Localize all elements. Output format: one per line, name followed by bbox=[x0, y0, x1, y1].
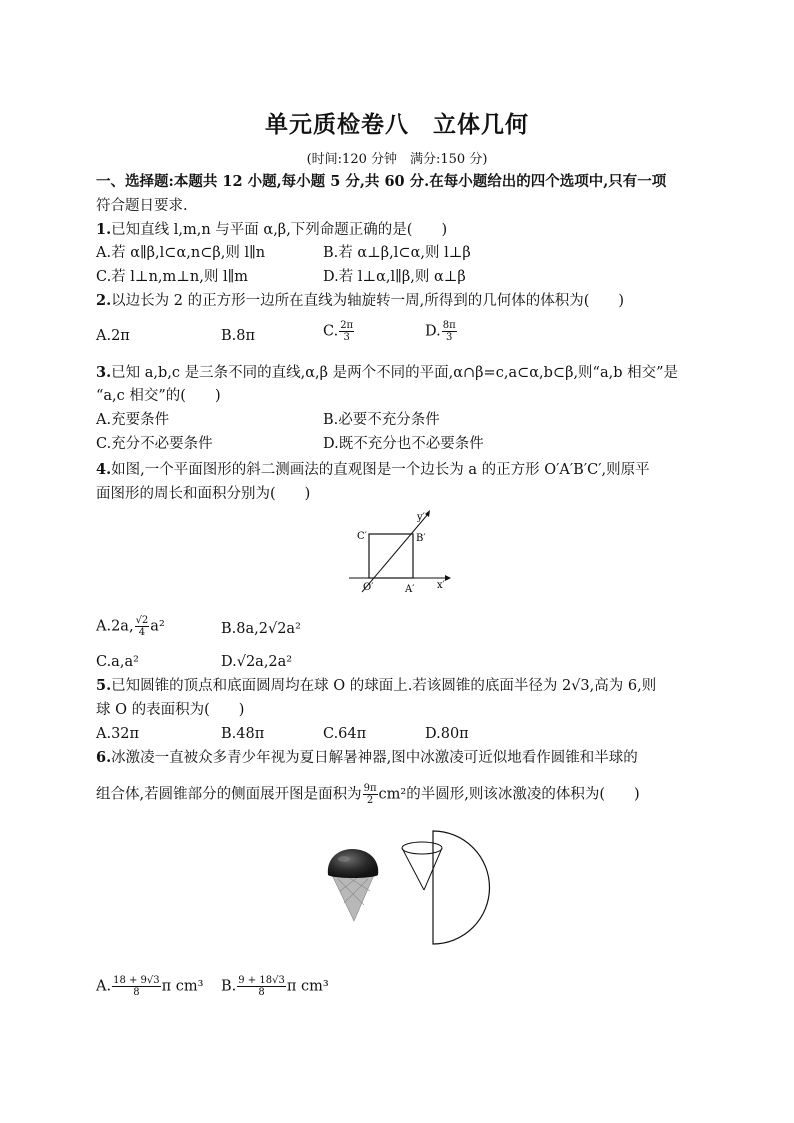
ice-cream-scoop bbox=[328, 849, 378, 878]
question-1-stem: 1.已知直线 l,m,n 与平面 α,β,下列命题正确的是( ) bbox=[96, 221, 448, 238]
label-y: y′ bbox=[417, 512, 425, 523]
question-3-option-a: A.充要条件 bbox=[96, 412, 170, 428]
question-1-option-b: B.若 α⊥β,l⊂α,则 l⊥β bbox=[323, 245, 471, 261]
ice-cream-photo bbox=[318, 845, 398, 925]
question-3-option-b: B.必要不充分条件 bbox=[323, 412, 440, 428]
question-6-option-a: A. $\frac{18 + 9√3}{8}$ π cm³ bbox=[96, 975, 204, 998]
question-6-stem-line2: 组合体,若圆锥部分的侧面展开图是面积为 $\frac{9\pi}{2}$ cm²的半圆形,则该冰激凌的体积为( ) bbox=[96, 783, 640, 806]
question-2-option-d: D. $\frac{8\pi}{3}$ bbox=[425, 320, 456, 343]
question-5-option-a: A.32π bbox=[96, 726, 140, 742]
question-3-option-d: D.既不充分也不必要条件 bbox=[323, 436, 484, 452]
question-3-stem-line2: “a,c 相交”的( ) bbox=[96, 388, 221, 404]
question-5-option-d: D.80π bbox=[425, 726, 469, 742]
question-2-option-c: C. $\frac{2\pi}{3}$ bbox=[323, 320, 354, 343]
cone-and-sector-diagram bbox=[400, 828, 505, 948]
question-5-option-b: B.48π bbox=[221, 726, 265, 742]
label-c: C′ bbox=[357, 531, 367, 542]
question-4-option-a: A.2a, $\frac{√2}{4}$ a² bbox=[96, 615, 165, 638]
question-1-option-c: C.若 l⊥n,m⊥n,则 l∥m bbox=[96, 269, 249, 285]
unrolled-semicircle bbox=[433, 831, 489, 944]
question-2-option-a: A.2π bbox=[96, 328, 130, 344]
question-1-option-d: D.若 l⊥α,l∥β,则 α⊥β bbox=[323, 269, 466, 285]
cone-wafer bbox=[332, 875, 374, 921]
section-instructions-line2: 符合题日要求. bbox=[96, 198, 188, 214]
label-o: O′ bbox=[363, 582, 374, 593]
label-a: A′ bbox=[405, 584, 415, 595]
square-oabc bbox=[369, 534, 413, 578]
section-instructions-line1: 一、选择题:本题共 12 小题,每小题 5 分,共 60 分.在每小题给出的四个选项中,只有一项 bbox=[96, 173, 667, 190]
question-3-option-c: C.充分不必要条件 bbox=[96, 436, 213, 452]
question-2-option-b: B.8π bbox=[221, 328, 256, 344]
label-b: B′ bbox=[416, 533, 426, 544]
question-4-stem-line1: 4.如图,一个平面图形的斜二测画法的直观图是一个边长为 a 的正方形 O′A′B′C′,则原平 bbox=[96, 461, 650, 478]
oblique-square-figure bbox=[345, 508, 455, 596]
question-6-option-b: B. $\frac{9 + 18√3}{8}$ π cm³ bbox=[221, 975, 329, 998]
label-x: x′ bbox=[437, 580, 445, 591]
exam-time-score: (时间:120 分钟 满分:150 分) bbox=[306, 152, 488, 167]
question-5-stem-line2: 球 O 的表面积为( ) bbox=[96, 702, 245, 718]
y-axis bbox=[362, 514, 428, 592]
x-axis-arrow bbox=[445, 575, 451, 581]
question-5-stem-line1: 5.已知圆锥的顶点和底面圆周均在球 O 的球面上.若该圆锥的底面半径为 2√3,高为 6,则 bbox=[96, 677, 657, 694]
cone-base-ellipse bbox=[402, 842, 442, 854]
question-4-option-d: D.√2a,2a² bbox=[221, 654, 293, 670]
question-4-option-b: B.8a,2√2a² bbox=[221, 621, 301, 637]
question-6-stem-line1: 6.冰激凌一直被众多青少年视为夏日解暑神器,图中冰激凌可近似地看作圆锥和半球的 bbox=[96, 749, 638, 766]
question-1-option-a: A.若 α∥β,l⊂α,n⊂β,则 l∥n bbox=[96, 245, 266, 261]
question-3-stem-line1: 3.已知 a,b,c 是三条不同的直线,α,β 是两个不同的平面,α∩β=c,a⊂α,b⊂β,则“a,b 相交”是 bbox=[96, 364, 679, 381]
question-5-option-c: C.64π bbox=[323, 726, 367, 742]
question-4-option-c: C.a,a² bbox=[96, 654, 139, 670]
question-4-stem-line2: 面图形的周长和面积分别为( ) bbox=[96, 486, 311, 502]
question-2-stem: 2.以边长为 2 的正方形一边所在直线为轴旋转一周,所得到的几何体的体积为( ) bbox=[96, 292, 625, 309]
page-title: 单元质检卷八 立体几何 bbox=[265, 112, 529, 138]
